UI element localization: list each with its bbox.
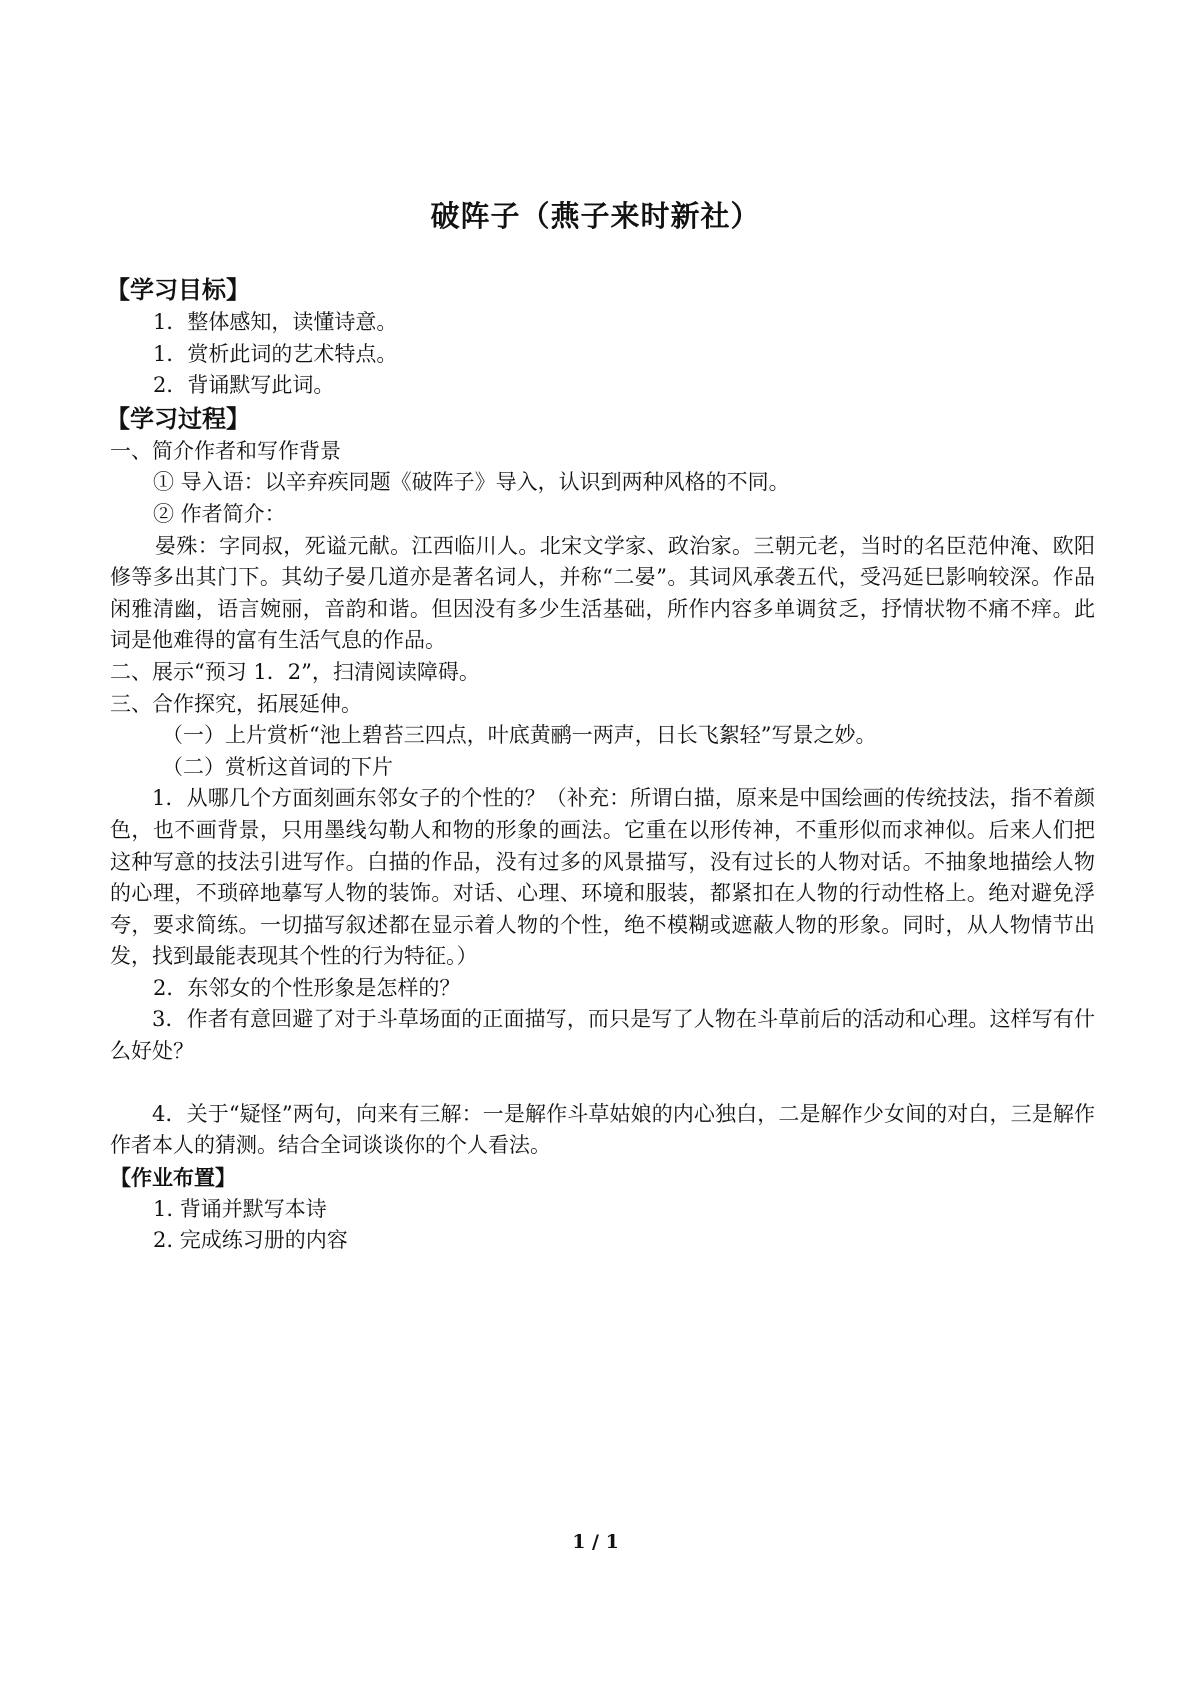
homework-item: 1. 背诵并默写本诗 [153,1196,327,1221]
process-step-3-1: （一）上片赏析“池上碧苔三四点，叶底黄鹂一两声，日长飞絮轻”写景之妙。 [162,723,877,748]
homework-item: 2. 完成练习册的内容 [153,1228,348,1253]
process-step-3: 三、合作探究，拓展延伸。 [110,691,362,716]
goal-item: 1．赏析此词的艺术特点。 [153,341,398,366]
process-step-3-2: （二）赏析这首词的下片 [162,754,393,779]
section-heading-homework: 【作业布置】 [110,1165,236,1190]
section-heading-goals: 【学习目标】 [106,276,250,304]
document-title: 破阵子（燕子来时新社） [430,199,761,233]
process-step-1a: ① 导入语：以辛弃疾同题《破阵子》导入，认识到两种风格的不同。 [153,470,790,495]
process-step-1: 一、简介作者和写作背景 [110,438,341,463]
process-step-1b: ② 作者简介： [153,501,286,526]
goal-item: 1．整体感知，读懂诗意。 [153,310,398,334]
author-bio: 晏殊：字同叔，死谥元献。江西临川人。北宋文学家、政治家。三朝元老，当时的名臣范仲淹、欧阳修等多出其门下。其幼子晏几道亦是著名词人，并称“二晏”。其词风承袭五代，受冯延巳影响较深。作品闲雅清幽，语言婉丽，音韵和谐。但因没有多少生活基础，所作内容多单调贫乏，抒情状物不痛不痒。此词是他难得的富有生活气息的作品。 [110,533,1095,653]
question-3: 3．作者有意回避了对于斗草场面的正面描写，而只是写了人物在斗草前后的活动和心理。这样写有什么好处？ [110,1007,1095,1064]
process-step-2: 二、展示“预习 1．2”，扫清阅读障碍。 [110,659,480,684]
document-body [106,273,1095,1257]
question-2: 2．东邻女的个性形象是怎样的？ [153,975,461,1000]
question-1: 1．从哪几个方面刻画东邻女子的个性的？（补充：所谓白描，原来是中国绘画的传统技法，指不着颜色，也不画背景，只用墨线勾勒人和物的形象的画法。它重在以形传神，不重形似而求神似。后来人们把这种写意的技法引进写作。白描的作品，没有过多的风景描写，没有过长的人物对话。不抽象地描绘人物的心理，不琐碎地摹写人物的装饰。对话、心理、环境和服装，都紧扣在人物的行动性格上。绝对避免浮夸，要求简练。一切描写叙述都在显示着人物的个性，绝不模糊或遮蔽人物的形象。同时，从人物情节出发，找到最能表现其个性的行为特征。） [110,786,1095,969]
goal-item: 2．背诵默写此词。 [153,373,335,398]
page-number: 1 / 1 [572,1531,619,1553]
question-4: 4．关于“疑怪”两句，向来有三解：一是解作斗草姑娘的内心独白，二是解作少女间的对白，三是解作作者本人的猜测。结合全词谈谈你的个人看法。 [110,1101,1095,1158]
section-heading-process: 【学习过程】 [106,404,250,433]
spacer [110,1068,1095,1099]
